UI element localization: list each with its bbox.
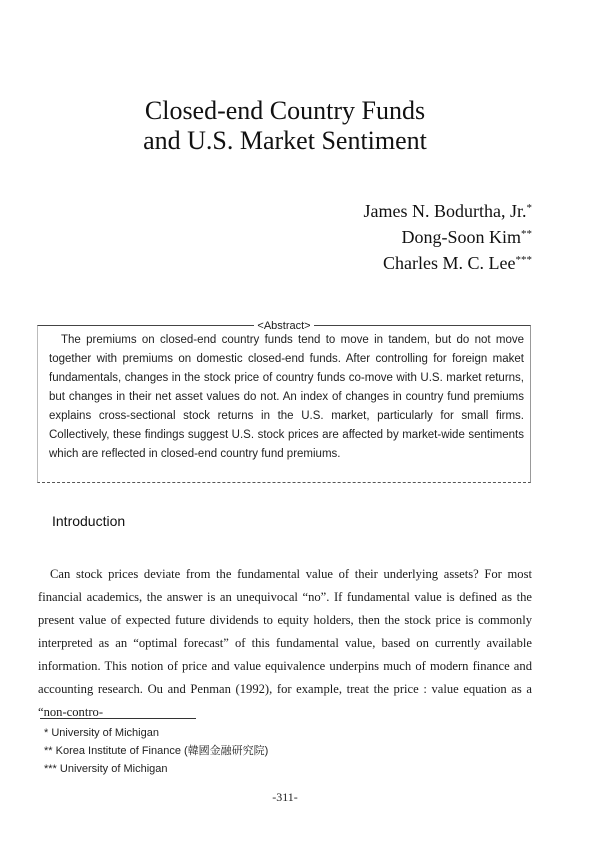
abstract-box bbox=[37, 320, 531, 483]
footnote: * University of Michigan bbox=[44, 727, 159, 739]
author-name: Dong-Soon Kim bbox=[401, 227, 521, 247]
abstract-text: The premiums on closed-end country funds tend to move in tandem, but do not move together with premiums on domestic closed-end funds. After controlling for foreign maket fundamentals, changes in the stock price of country funds co-move with U.S. market returns, but changes in their net asset values do not. An index of changes in country fund premiums explains cross-sectional stock returns in the U.S. market, particularly for small firms. Collectively, these findings suggest U.S. stock prices are affected by market-wide sentiments which are reflected in closed-end country fund premiums. bbox=[49, 334, 524, 460]
footnote: ** Korea Institute of Finance (韓國金融研究院) bbox=[44, 745, 269, 757]
author-list bbox=[364, 197, 532, 275]
author bbox=[364, 223, 532, 249]
body-paragraph: Can stock prices deviate from the fundamental value of their underlying assets? For most financial academics, the answer is an unequivocal “no”. If fundamental value is defined as the present value of expected future dividends to equity holders, then the stock price is commonly interpreted as an “optimal forecast” of this fundamental value, based on currently available information. This notion of price and value equivalence underpins much of modern finance and accounting research. Ou and Penman (1992), for example, treat the price : value equation as a “non-contro- bbox=[38, 567, 532, 719]
page-number: -311- bbox=[272, 790, 298, 804]
author bbox=[364, 197, 532, 223]
footnote-divider bbox=[40, 718, 196, 719]
footnotes bbox=[44, 724, 268, 778]
author-mark: * bbox=[526, 202, 532, 214]
abstract-label: <Abstract> bbox=[38, 316, 530, 334]
title-line-2: and U.S. Market Sentiment bbox=[143, 126, 427, 155]
author-name: Charles M. C. Lee bbox=[383, 253, 516, 273]
author bbox=[364, 249, 532, 275]
paper-title bbox=[0, 96, 570, 156]
title-line-1: Closed-end Country Funds bbox=[144, 96, 426, 125]
author-mark: ** bbox=[521, 228, 532, 240]
author-name: James N. Bodurtha, Jr. bbox=[363, 201, 527, 221]
footnote: *** University of Michigan bbox=[44, 763, 168, 775]
author-mark: *** bbox=[515, 254, 532, 266]
section-heading: Introduction bbox=[52, 513, 126, 529]
